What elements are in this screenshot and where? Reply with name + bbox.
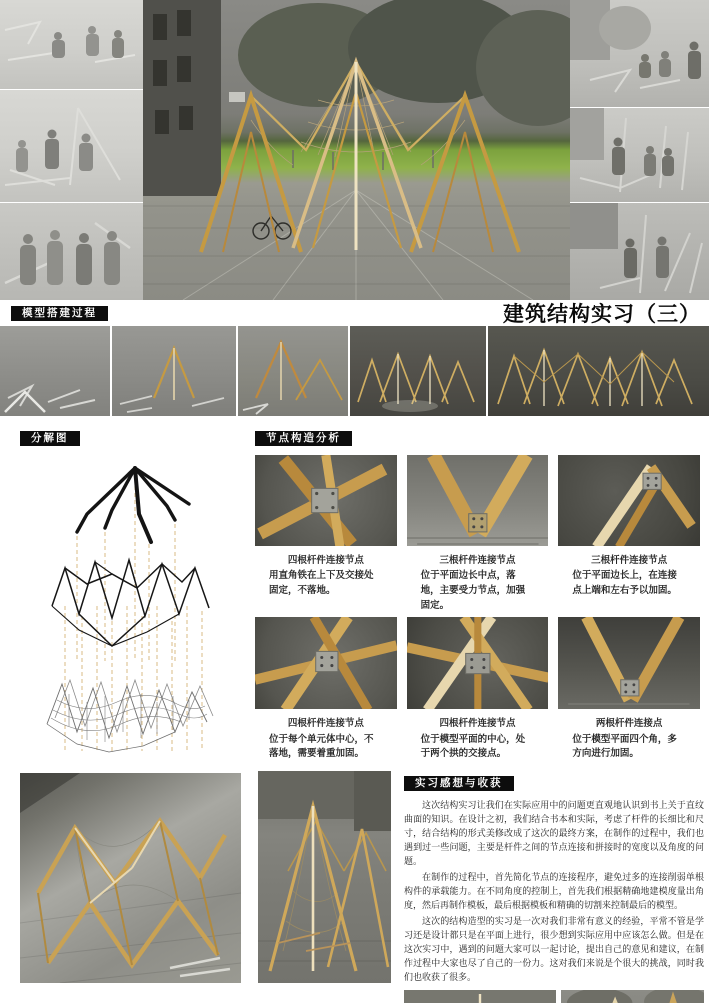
process-photo-street-1 <box>570 0 709 107</box>
assembly-photo-2 <box>112 326 236 416</box>
people-working-art <box>570 203 709 300</box>
joint-art <box>255 455 397 546</box>
joint-art <box>558 455 700 546</box>
node-photo-2 <box>407 455 549 546</box>
reflections-section-label: 实习感想与收获 <box>404 776 514 791</box>
hero-section <box>0 0 709 300</box>
group-portrait-art <box>0 203 143 300</box>
process-photo-group <box>0 203 143 300</box>
process-photo-street-3 <box>570 203 709 300</box>
reflection-paragraph: 这次的结构造型的实习是一次对我们非常有意义的经验，平常不管是学习还是设计都只是在平面上进行，很少想到实际应用中应该怎么做。但是在这次实习中，遇到的问题大家可以一起讨论，提出自己的意见和建议，在制作过程中大家也尽了自己的一份力。这对我们来说是个很大的挑战，同时我们也收获了很多。 <box>404 916 704 983</box>
hero-right-column <box>570 0 709 300</box>
people-working-art <box>570 0 709 107</box>
hero-left-column <box>0 0 143 300</box>
node-photo-4 <box>255 617 397 709</box>
nodes-section-label: 节点构造分析 <box>255 431 352 446</box>
exploded-diagram-column <box>0 428 255 766</box>
node-caption-4 <box>255 709 397 766</box>
node-photo-1 <box>255 455 397 546</box>
node-desc: 位于平面边长上，在连接点上端和左右予以加固。 <box>572 570 677 596</box>
exploded-diagram <box>17 456 255 763</box>
node-title: 四根杆件连接节点 <box>439 718 516 730</box>
detail-photos-row <box>404 990 704 1003</box>
node-desc: 位于平面边长中点，落地，主要受力节点，加强固定。 <box>420 570 526 611</box>
node-analysis-column <box>255 428 709 766</box>
assembly-art <box>350 326 486 416</box>
node-desc: 用直角铁在上下及交接处固定，不落地。 <box>269 570 374 596</box>
reflections-text <box>404 798 704 984</box>
assembly-art <box>112 326 236 416</box>
hero-main-photo <box>143 0 570 300</box>
joint-art <box>407 617 549 709</box>
node-title: 三根杆件连接节点 <box>439 555 516 566</box>
joint-art <box>255 617 397 709</box>
exploded-axonometric-art <box>17 456 249 758</box>
node-grid <box>255 455 700 766</box>
assembly-photo-5 <box>488 326 709 416</box>
node-photo-5 <box>407 617 549 709</box>
node-title: 四根杆件连接节点 <box>287 718 364 730</box>
people-working-art <box>0 0 143 89</box>
reflection-paragraph: 这次结构实习让我们在实际应用中的问题更直观地认识到书上关于直纹曲面的知识。在设计之初，我们结合书本和实际，考虑了杆件的长细比和尺寸，结合结构的形式美修改成了这次的最终方案，在制作的过程中，我们也遇到过一些问题，主要是杆件之间的节点连接和拼接时的宽度以及角度的问题。 <box>404 800 704 867</box>
people-working-art <box>0 90 143 202</box>
node-photo-6 <box>558 617 700 709</box>
structure-closeup-art <box>258 771 391 983</box>
structure-net-art <box>404 990 556 1003</box>
assembly-art <box>0 326 110 416</box>
node-title: 三根杆件连接节点 <box>591 555 668 566</box>
process-section-label: 模型搭建过程 <box>11 306 108 321</box>
assembly-photo-1 <box>0 326 110 416</box>
detail-photo-legs <box>561 990 704 1003</box>
process-photo-street-2 <box>570 108 709 202</box>
node-caption-5 <box>407 709 549 766</box>
node-caption-2 <box>407 546 549 617</box>
node-desc: 位于模型平面的中心，处于两个拱的交接点。 <box>420 733 526 760</box>
node-desc: 位于模型平面四个角，多方向进行加固。 <box>572 733 677 760</box>
title-bar <box>0 300 709 326</box>
process-photo-raising-frame <box>0 90 143 202</box>
reflection-paragraph: 在制作的过程中，首先简化节点的连接程序，避免过多的连接削弱单根构件的承载能力。在不同角度的控制上，首先我们根据精确地建模度量出角度，然后再制作模板，最后根据模板和精确的切割来控制最后的模型。 <box>404 872 704 911</box>
node-title: 四根杆件连接节点 <box>287 555 364 566</box>
page-title: 建筑结构实习（三） <box>503 303 701 326</box>
assembly-photo-3 <box>238 326 348 416</box>
analysis-section <box>0 428 709 766</box>
final-model-aerial-photo <box>20 773 241 983</box>
process-photo-laying-out <box>0 0 143 89</box>
assembly-process-strip <box>0 326 709 416</box>
joint-art <box>407 455 549 546</box>
aerial-structure-art <box>20 773 241 983</box>
node-title: 两根杆件连接点 <box>595 718 663 730</box>
assembly-art <box>488 326 709 416</box>
joint-art <box>558 617 700 709</box>
node-caption-1 <box>255 546 397 617</box>
structure-legs-art <box>561 990 704 1003</box>
final-model-closeup-photo <box>258 771 391 983</box>
node-caption-6 <box>558 709 700 766</box>
node-caption-3 <box>558 546 700 617</box>
detail-photo-net <box>404 990 556 1003</box>
node-desc: 位于每个单元体中心，不落地，需要着重加固。 <box>269 733 374 760</box>
node-photo-3 <box>558 455 700 546</box>
bottom-section <box>0 773 709 1003</box>
exploded-section-label: 分解图 <box>20 431 80 446</box>
people-working-art <box>570 108 709 202</box>
assembly-art <box>238 326 348 416</box>
wood-structure-art <box>143 0 570 300</box>
reflections-column <box>404 773 709 1003</box>
assembly-photo-4 <box>350 326 486 416</box>
